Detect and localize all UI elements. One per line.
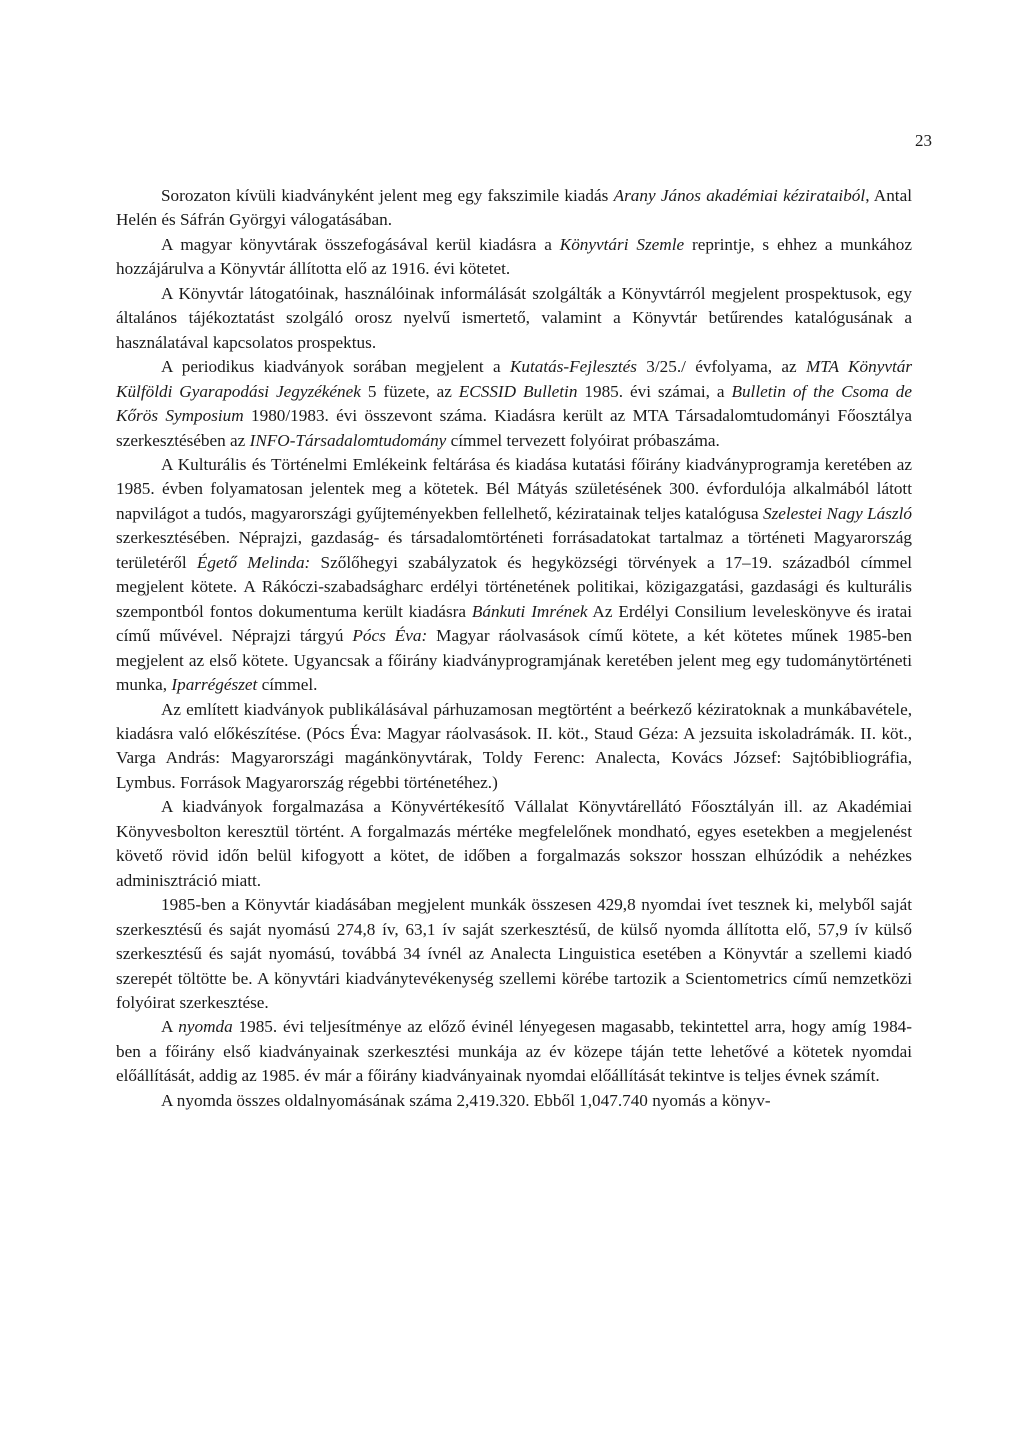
text-run: Az említett kiadványok publikálásával párhuzamosan megtörtént a beérkező kéziratoknak a munkábavétele, kiadásra való előkészítése. (Pócs Éva: Magyar ráolvasások. II. köt., Staud Géza: A jezsuita iskoladrámák. II. köt., Varga András: Magyarországi magánkönyvtárak, Toldy Ferenc: Analecta, Kovács József: Sajtóbibliográfia, Lymbus. Források Magyarország régebbi történetéhez.)	[116, 699, 912, 792]
text-run: 1985. évi teljesítménye az előző évinél lényegesen magasabb, tekintettel arra, hogy amíg 1984-ben a főirány első kiadványainak szerkesztési munkája az év közepe táján tette lehetővé a kötetek nyomdai előállítását, addig az 1985. év már a főirány kiadványainak nyomdai előállítását tekintve is teljes évnek számít.	[116, 1017, 912, 1086]
page-number: 23	[915, 131, 932, 150]
italic-text-run: Pócs Éva:	[352, 626, 428, 646]
text-run: , Antal Helén és Sáfrán Györgyi válogatásában.	[116, 186, 912, 230]
paragraph	[116, 893, 912, 1015]
paragraph	[116, 355, 912, 453]
text-run: reprintje, s ehhez a munkához hozzájárulva a Könyvtár állította elő az 1916. évi kötetet.	[116, 234, 912, 279]
italic-text-run: Kutatás-Fejlesztés	[509, 357, 637, 377]
text-run: A Könyvtár látogatóinak, használóinak informálását szolgálták a Könyvtárról megjelent prospektusok, egy általános tájékoztatást szolgáló orosz nyelvű ismertető, valamint a Könyvtár betűrendes katalógusának a használatával kapcsolatos prospektus.	[116, 283, 912, 352]
italic-text-run: INFO-Társadalomtudomány	[249, 430, 447, 450]
text-run: A magyar könyvtárak összefogásával kerül kiadásra a	[161, 234, 560, 254]
text-run: A kiadványok forgalmazása a Könyvértékesítő Vállalat Könyvtárellátó Főosztályán ill. az Akadémiai Könyvesbolton keresztül történt. A forgalmazás mértéke megfelelőnek mondható, egyes esetekben a megjelenést követő rövid időn belül kifogyott a kötet, de időben a forgalmazás sokszor hosszan elhúzódik a nehézkes adminisztráció miatt.	[116, 797, 912, 890]
paragraph	[116, 233, 912, 282]
body-text	[116, 184, 912, 1113]
text-run: szerkesztésében. Néprajzi, gazdaság- és társadalomtörténeti forrásadatokat tartalmaz a történeti Magyarország területéről	[116, 528, 912, 572]
text-run: 1985. évi számai, a	[577, 381, 732, 401]
text-run: 1980/1983. évi összevont száma. Kiadásra került az MTA Társadalomtudományi Főosztálya szerkesztésében az	[116, 406, 912, 450]
paragraph	[116, 1089, 912, 1113]
text-run: A nyomda összes oldalnyomásának száma 2,419.320. Ebből 1,047.740 nyomás a könyv-	[161, 1090, 771, 1110]
italic-text-run: nyomda	[178, 1017, 233, 1037]
italic-text-run: Szelestei Nagy László	[762, 503, 912, 523]
italic-text-run: Bulletin of the Csoma de Kőrös Symposium	[116, 381, 912, 426]
italic-text-run: Iparrégészet	[171, 675, 258, 695]
text-run: Szőlőhegyi szabályzatok és hegyközségi törvények a 17–19. századból címmel megjelent kötete. A Rákóczi-szabadságharc erdélyi történetének politikai, közigazgatási, gazdasági és kulturális szempontból fontos dokumentuma került kiadásra	[116, 552, 913, 621]
text-run: 5 füzete, az	[360, 381, 459, 401]
italic-text-run: Bánkuti Imrének	[471, 601, 588, 621]
italic-text-run: Arany János akadémiai kézirataiból	[613, 186, 866, 205]
text-run: 1985-ben a Könyvtár kiadásában megjelent munkák összesen 429,8 nyomdai ívet tesznek ki, melyből saját szerkesztésű és saját nyomású 274,8 ív, 63,1 ív saját szerkesztésű, de külső nyomda állította elő, 57,9 ív külső szerkesztésű és saját nyomású, továbbá 34 ívnél az Analecta Linguistica esetében a Könyvtár a szellemi kiadó szerepét töltötte be. A könyvtári kiadványtevékenység szellemi körébe tartozik a Scientometrics című nemzetközi folyóirat szerkesztése.	[116, 895, 912, 1012]
text-run: A	[161, 1017, 179, 1037]
text-run: 3/25./ évfolyama, az	[636, 357, 806, 377]
text-run: Magyar ráolvasások című kötete, a két kötetes műnek 1985-ben megjelent az első kötete. Ugyancsak a főirány kiadványprogramjának keretében jelent meg egy tudománytörténeti munka,	[116, 626, 912, 695]
paragraph	[116, 453, 912, 698]
paragraph	[116, 282, 912, 355]
text-run: Sorozaton kívüli kiadványként jelent meg egy fakszimile kiadás	[161, 186, 614, 205]
paragraph	[116, 795, 912, 893]
text-run: A Kulturális és Történelmi Emlékeink feltárása és kiadása kutatási főirány kiadványprogramja keretében az 1985. évben folyamatosan jelentek meg a kötetek. Bél Mátyás születésének 300. évfordulója alkalmából látott napvilágot a tudós, magyarországi gyűjteményekben fellelhető, kéziratainak teljes katalógusa	[116, 454, 912, 523]
text-run: címmel.	[257, 675, 318, 695]
italic-text-run: ECSSID Bulletin	[458, 381, 578, 401]
italic-text-run: MTA Könyvtár Külföldi Gyarapodási Jegyzékének	[116, 357, 913, 401]
paragraph	[116, 184, 912, 233]
text-run: Az Erdélyi Consilium leveleskönyve és iratai című művével. Néprajzi tárgyú	[116, 601, 912, 646]
italic-text-run: Égető Melinda:	[196, 552, 311, 572]
italic-text-run: Könyvtári Szemle	[559, 234, 685, 254]
paragraph	[116, 1015, 912, 1088]
text-run: címmel tervezett folyóirat próbaszáma.	[446, 430, 720, 450]
paragraph	[116, 698, 912, 796]
text-run: A periodikus kiadványok sorában megjelent a	[161, 357, 510, 377]
